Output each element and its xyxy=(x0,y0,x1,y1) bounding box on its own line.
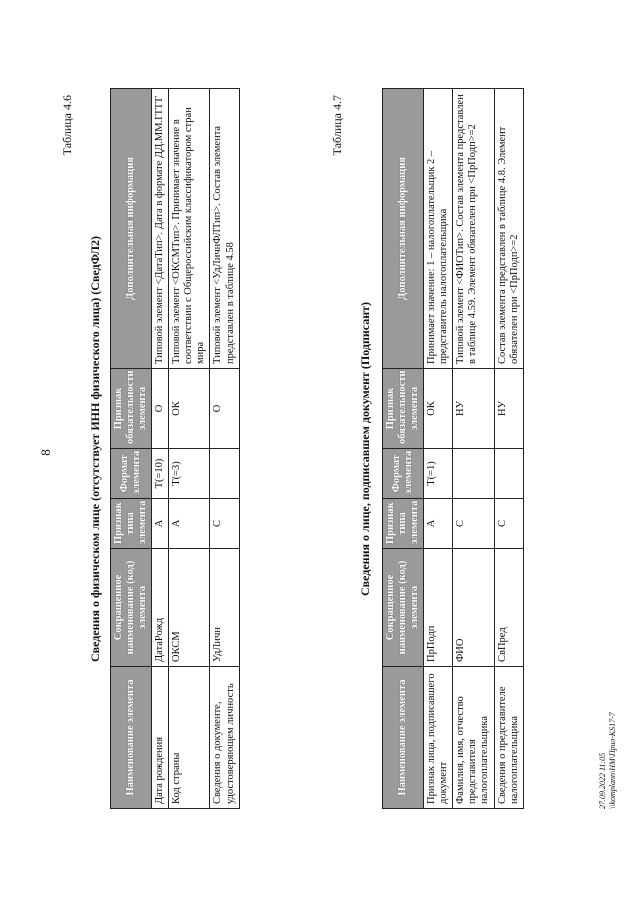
table-row xyxy=(210,89,239,809)
table-title: Сведения о физическом лице (отсутствует ИНН физического лица) (СведФЛ2) xyxy=(88,235,102,663)
cell-type: А xyxy=(424,499,453,549)
cell-required: ОК xyxy=(169,369,210,449)
elements-table xyxy=(110,88,240,809)
table-header-row xyxy=(383,89,424,809)
cell-name: Фамилия, имя, отчество представителя налогоплательщика xyxy=(453,667,494,809)
column-header: Формат элемента xyxy=(111,449,152,499)
column-header: Признак обязательности элемента xyxy=(383,369,424,449)
cell-required: О xyxy=(210,369,239,449)
table-title: Сведения о лице, подписавшем документ (Подписант) xyxy=(358,301,372,597)
cell-required: О xyxy=(152,369,169,449)
cell-code: ФИО xyxy=(453,549,494,667)
cell-name: Дата рождения xyxy=(152,667,169,809)
cell-name: Сведения о документе, удостоверяющем личность xyxy=(210,667,239,809)
table-row xyxy=(494,89,523,809)
column-header: Дополнительная информация xyxy=(111,89,152,369)
cell-code: УдЛичн xyxy=(210,549,239,667)
cell-info: Состав элемента представлен в таблице 4.8. Элемент обязателен при <ПрПодп>=2 xyxy=(494,89,523,369)
cell-format xyxy=(494,449,523,499)
column-header: Формат элемента xyxy=(383,449,424,499)
cell-type: А xyxy=(152,499,169,549)
table-row xyxy=(424,89,453,809)
cell-info: Типовой элемент <УдЛичнФЛТип>. Состав элемента представлен в таблице 4.58 xyxy=(210,89,239,369)
column-header: Сокращенное наименование (код) элемента xyxy=(111,549,152,667)
elements-table xyxy=(382,88,524,809)
column-header: Сокращенное наименование (код) элемента xyxy=(383,549,424,667)
table-row xyxy=(453,89,494,809)
cell-required: ОК xyxy=(424,369,453,449)
cell-info: Типовой элемент <ОКСМТип>. Принимает значение в соответствии с Общероссийским классификатором стран мира xyxy=(169,89,210,369)
column-header: Наименование элемента xyxy=(111,667,152,809)
table-header-row xyxy=(111,89,152,809)
cell-format: T(=3) xyxy=(169,449,210,499)
cell-format xyxy=(210,449,239,499)
cell-name: Сведения о представителе налогоплательщика xyxy=(494,667,523,809)
cell-code: ПрПодп xyxy=(424,549,453,667)
column-header: Признак обязательности элемента xyxy=(111,369,152,449)
table-label: Таблица 4.7 xyxy=(330,95,344,156)
cell-code: ОКСМ xyxy=(169,549,210,667)
table-row xyxy=(169,89,210,809)
cell-type: С xyxy=(210,499,239,549)
cell-name: Код страны xyxy=(169,667,210,809)
cell-format: T(=1) xyxy=(424,449,453,499)
column-header: Признак типа элемента xyxy=(383,499,424,549)
file-stamp-path: \\komplann\НМ\Прил-KS17-7 xyxy=(607,712,617,809)
cell-name: Признак лица, подписавшего документ xyxy=(424,667,453,809)
column-header: Наименование элемента xyxy=(383,667,424,809)
cell-type: А xyxy=(169,499,210,549)
cell-required: НУ xyxy=(453,369,494,449)
cell-format xyxy=(453,449,494,499)
cell-code: СвПред xyxy=(494,549,523,667)
cell-required: НУ xyxy=(494,369,523,449)
table-row xyxy=(152,89,169,809)
cell-info: Принимает значение: 1 – налогоплательщик 2 – представитель налогоплательщика xyxy=(424,89,453,369)
table-label: Таблица 4.6 xyxy=(60,95,74,156)
cell-info: Типовой элемент <ФИОТип>. Состав элемента представлен в таблице 4.59. Элемент обязателен при <ПрПодп>=2 xyxy=(453,89,494,369)
cell-type: С xyxy=(494,499,523,549)
cell-code: ДатаРожд xyxy=(152,549,169,667)
cell-format: T(=10) xyxy=(152,449,169,499)
column-header: Дополнительная информация xyxy=(383,89,424,369)
file-stamp-date: 27.09.2022 11:05 xyxy=(598,752,607,809)
cell-info: Типовой элемент <ДатаТип>. Дата в формате ДД.ММ.ГГГГ xyxy=(152,89,169,369)
page-number: 8 xyxy=(38,449,53,456)
file-stamp xyxy=(598,712,617,809)
cell-type: С xyxy=(453,499,494,549)
column-header: Признак типа элемента xyxy=(111,499,152,549)
